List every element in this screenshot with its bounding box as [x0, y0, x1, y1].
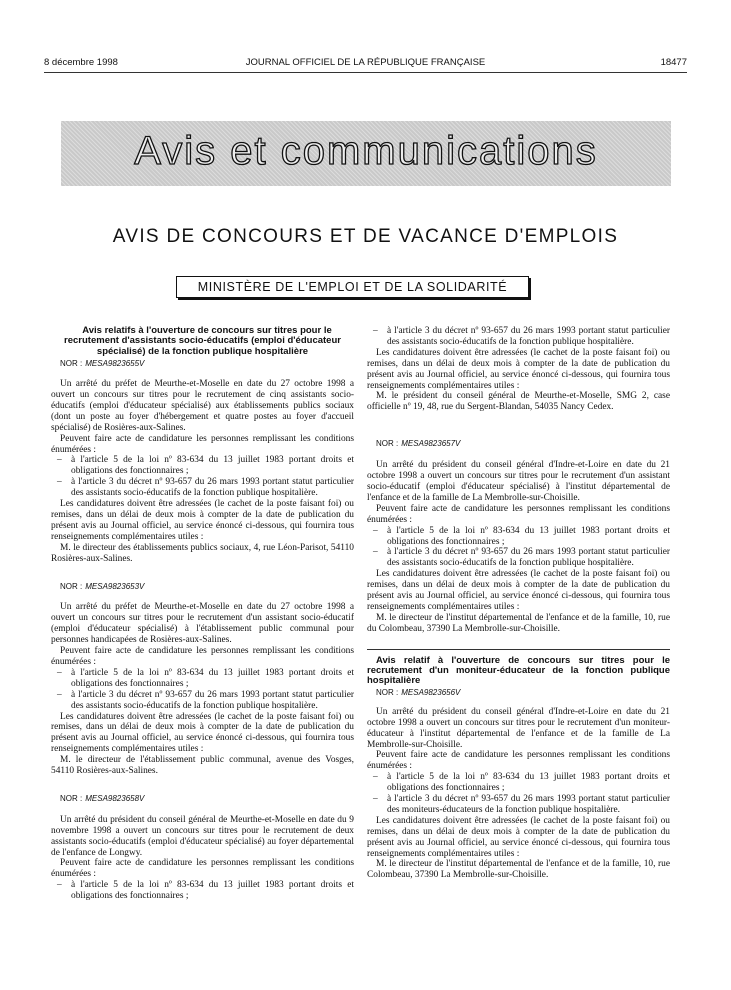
list-item — [57, 477, 354, 499]
list-item-text: à l'article 3 du décret nº 93-657 du 26 mars 1993 portant statut particulier des assistants socio-éducatifs de la fonction publique hospitalière. — [387, 547, 670, 569]
nor-label: NOR : — [60, 581, 83, 591]
conditions-list — [51, 880, 354, 902]
nor-label: NOR : — [376, 687, 399, 697]
notice-paragraph: Un arrêté du président du conseil général de Meurthe-et-Moselle en date du 9 novembre 1998 a ouvert un concours sur titres pour le recrutement de deux assistants socio-éducatifs (emploi d'éducateur spécialisé) au foyer départemental de l'enfance de Longwy. — [51, 814, 354, 858]
notice-paragraph: Peuvent faire acte de candidature les personnes remplissant les conditions énumérées : — [367, 503, 670, 525]
nor-code: MESA9823655V — [85, 359, 145, 369]
nor-code: MESA9823656V — [401, 687, 461, 697]
nor-label: NOR : — [376, 439, 399, 449]
notice-address: M. le directeur des établissements publics sociaux, 4, rue Léon-Parisot, 54110 Rosières-aux-Salines. — [51, 542, 354, 564]
list-item — [57, 455, 354, 477]
list-item — [373, 326, 670, 348]
notice-address: M. le président du conseil général de Meurthe-et-Moselle, SMG 2, case officielle nº 19, 48, rue du Sergent-Blandan, 54035 Nancy Cedex. — [367, 391, 670, 413]
nor-code: MESA9823658V — [85, 793, 145, 803]
list-item-text: à l'article 3 du décret nº 93-657 du 26 mars 1993 portant statut particulier des assistants socio-éducatifs de la fonction publique hospitalière. — [387, 326, 670, 347]
ministry-box: MINISTÈRE DE L'EMPLOI ET DE LA SOLIDARITÉ — [176, 276, 529, 298]
section-divider — [367, 649, 670, 650]
conditions-list — [367, 526, 670, 570]
dash-bullet: – — [373, 772, 378, 783]
list-item-text: à l'article 3 du décret nº 93-657 du 26 mars 1993 portant statut particulier des assistants socio-éducatifs de la fonction publique hospitalière. — [71, 689, 354, 711]
list-item — [373, 547, 670, 569]
notice-paragraph: Les candidatures doivent être adressées (le cachet de la poste faisant foi) ou remises, dans un délai de deux mois à compter de la date de publication du présent avis au Journal officiel, au service énoncé ci-dessous, qui fournira tous renseignements complémentaires utiles : — [367, 569, 670, 612]
nor-reference — [51, 359, 354, 370]
nor-label: NOR : — [60, 793, 83, 803]
notice-paragraph: Un arrêté du préfet de Meurthe-et-Moselle en date du 27 octobre 1998 a ouvert un concours sur titres pour le recrutement de cinq assistants socio-éducatifs (emploi d'éducateur spécialisé) aux établissements publics sociaux (dont un poste au foyer d'hébergement et quatre postes au foyer d'accueil spécialisé) de Rosières-aux-Salines. — [51, 379, 354, 433]
list-item — [373, 526, 670, 548]
dash-bullet: – — [373, 326, 378, 336]
list-item — [373, 772, 670, 794]
right-column — [367, 326, 670, 881]
notice-paragraph: Les candidatures doivent être adressées (le cachet de la poste faisant foi) ou remises, dans un délai de deux mois à compter de la date de publication du présent avis au Journal officiel, au service énoncé ci-dessous, qui fournira tous renseignements complémentaires utiles : — [367, 815, 670, 859]
notice-paragraph: Un arrêté du président du conseil général d'Indre-et-Loire en date du 21 octobre 1998 a ouvert un concours sur titres pour le recrutement d'un assistant socio-éducatif (emploi d'éducateur spécialisé) à l'institut départemental de l'enfance et de la famille de La Membrolle-sur-Choisille. — [367, 460, 670, 503]
list-item-text: à l'article 5 de la loi nº 83-634 du 13 juillet 1983 portant droits et obligations des fonctionnaires ; — [71, 455, 354, 477]
nor-reference — [367, 439, 670, 450]
list-item-text: à l'article 5 de la loi nº 83-634 du 13 juillet 1983 portant droits et obligations des fonctionnaires ; — [387, 525, 670, 547]
list-item-text: à l'article 3 du décret nº 93-657 du 26 mars 1993 portant statut particulier des moniteurs-éducateurs de la fonction publique hospitalière. — [387, 794, 670, 815]
notice-paragraph: Un arrêté du président du conseil général d'Indre-et-Loire en date du 21 octobre 1998 a ouvert un concours sur titres pour le recrutement d'un moniteur-éducateur à l'institut départemental de l'enfance et de la famille de La Membrolle-sur-Choisille. — [367, 706, 670, 750]
nor-reference — [51, 794, 354, 805]
dash-bullet: – — [373, 547, 378, 558]
notice-address: M. le directeur de l'institut départemental de l'enfance et de la famille, 10, rue Colombeau, 37390 La Membrolle-sur-Choisille. — [367, 859, 670, 881]
banner-title: Avis et communications — [134, 129, 598, 173]
list-item-text: à l'article 5 de la loi nº 83-634 du 13 juillet 1983 portant droits et obligations des fonctionnaires ; — [71, 667, 354, 689]
notice-paragraph: Peuvent faire acte de candidature les personnes remplissant les conditions énumérées : — [367, 750, 670, 772]
dash-bullet: – — [57, 689, 62, 700]
list-item-text: à l'article 5 de la loi nº 83-634 du 13 juillet 1983 portant droits et obligations des fonctionnaires ; — [387, 772, 670, 794]
dash-bullet: – — [373, 794, 378, 805]
dash-bullet: – — [373, 525, 378, 536]
notice-title: Avis relatif à l'ouverture de concours sur titres pour le recrutement d'un moniteur-éducateur de la fonction publique hospitalière — [367, 654, 670, 687]
list-item — [373, 794, 670, 816]
header-page-number: 18477 — [660, 57, 687, 68]
notice-paragraph: Peuvent faire acte de candidature les personnes remplissant les conditions énumérées : — [51, 858, 354, 880]
list-item — [57, 668, 354, 690]
dash-bullet: – — [57, 880, 62, 891]
list-item-text: à l'article 5 de la loi nº 83-634 du 13 juillet 1983 portant droits et obligations des fonctionnaires ; — [71, 880, 354, 902]
notice-address: M. le directeur de l'institut départemental de l'enfance et de la famille, 10, rue du Colombeau, 37390 La Membrolle-sur-Choisille. — [367, 612, 670, 634]
notice-paragraph: Les candidatures doivent être adressées (le cachet de la poste faisant foi) ou remises, dans un délai de deux mois à compter de la date de publication du présent avis au Journal officiel, au service énoncé ci-dessous, qui fournira tous renseignements complémentaires utiles : — [51, 711, 354, 755]
nor-label: NOR : — [60, 359, 83, 369]
header-date: 8 décembre 1998 — [44, 57, 118, 68]
header-journal-title: JOURNAL OFFICIEL DE LA RÉPUBLIQUE FRANÇAISE — [245, 57, 486, 68]
notice-address: M. le directeur de l'établissement public communal, avenue des Vosges, 54110 Rosières-aux-Salines. — [51, 755, 354, 777]
running-header — [44, 57, 687, 71]
conditions-list — [367, 772, 670, 816]
page-title: AVIS DE CONCOURS ET DE VACANCE D'EMPLOIS — [112, 226, 619, 247]
nor-code: MESA9823653V — [85, 581, 145, 591]
conditions-list — [367, 326, 670, 348]
list-item — [57, 880, 354, 902]
notice-paragraph: Peuvent faire acte de candidature les personnes remplissant les conditions énumérées : — [51, 646, 354, 667]
left-column — [51, 326, 354, 902]
notice-title: Avis relatifs à l'ouverture de concours sur titres pour le recrutement d'assistants socio-éducatifs (emploi d'éducateur spécialisé) de la fonction publique hospitalière — [64, 325, 341, 357]
dash-bullet: – — [57, 477, 62, 488]
header-rule — [44, 72, 687, 73]
conditions-list — [51, 455, 354, 499]
dash-bullet: – — [57, 667, 62, 678]
nor-reference — [367, 688, 670, 699]
conditions-list — [51, 668, 354, 712]
list-item — [57, 690, 354, 712]
list-item-text: à l'article 3 du décret nº 93-657 du 26 mars 1993 portant statut particulier des assistants socio-éducatifs de la fonction publique hospitalière. — [71, 477, 354, 499]
notice-paragraph: Peuvent faire acte de candidature les personnes remplissant les conditions énumérées : — [51, 433, 354, 455]
notice-paragraph: Les candidatures doivent être adressées (le cachet de la poste faisant foi) ou remises, dans un délai de deux mois à compter de la date de publication du présent avis au Journal officiel, au service énoncé ci-dessous, qui fournira tous renseignements complémentaires utiles : — [51, 499, 354, 542]
nor-reference — [51, 582, 354, 593]
dash-bullet: – — [57, 455, 62, 466]
nor-code: MESA9823657V — [401, 439, 461, 449]
notice-paragraph: Un arrêté du préfet de Meurthe-et-Moselle en date du 27 octobre 1998 a ouvert un concours sur titres pour le recrutement d'un assistant socio-éducatif (emploi d'éducateur spécialisé) à l'établissement public communal pour personnes handicapées de Rosières-aux-Salines. — [51, 602, 354, 646]
notice-paragraph: Les candidatures doivent être adressées (le cachet de la poste faisant foi) ou remises, dans un délai de deux mois à compter de la date de publication du présent avis au Journal officiel, au service énoncé ci-dessous, qui fournira tous renseignements complémentaires utiles : — [367, 347, 670, 391]
